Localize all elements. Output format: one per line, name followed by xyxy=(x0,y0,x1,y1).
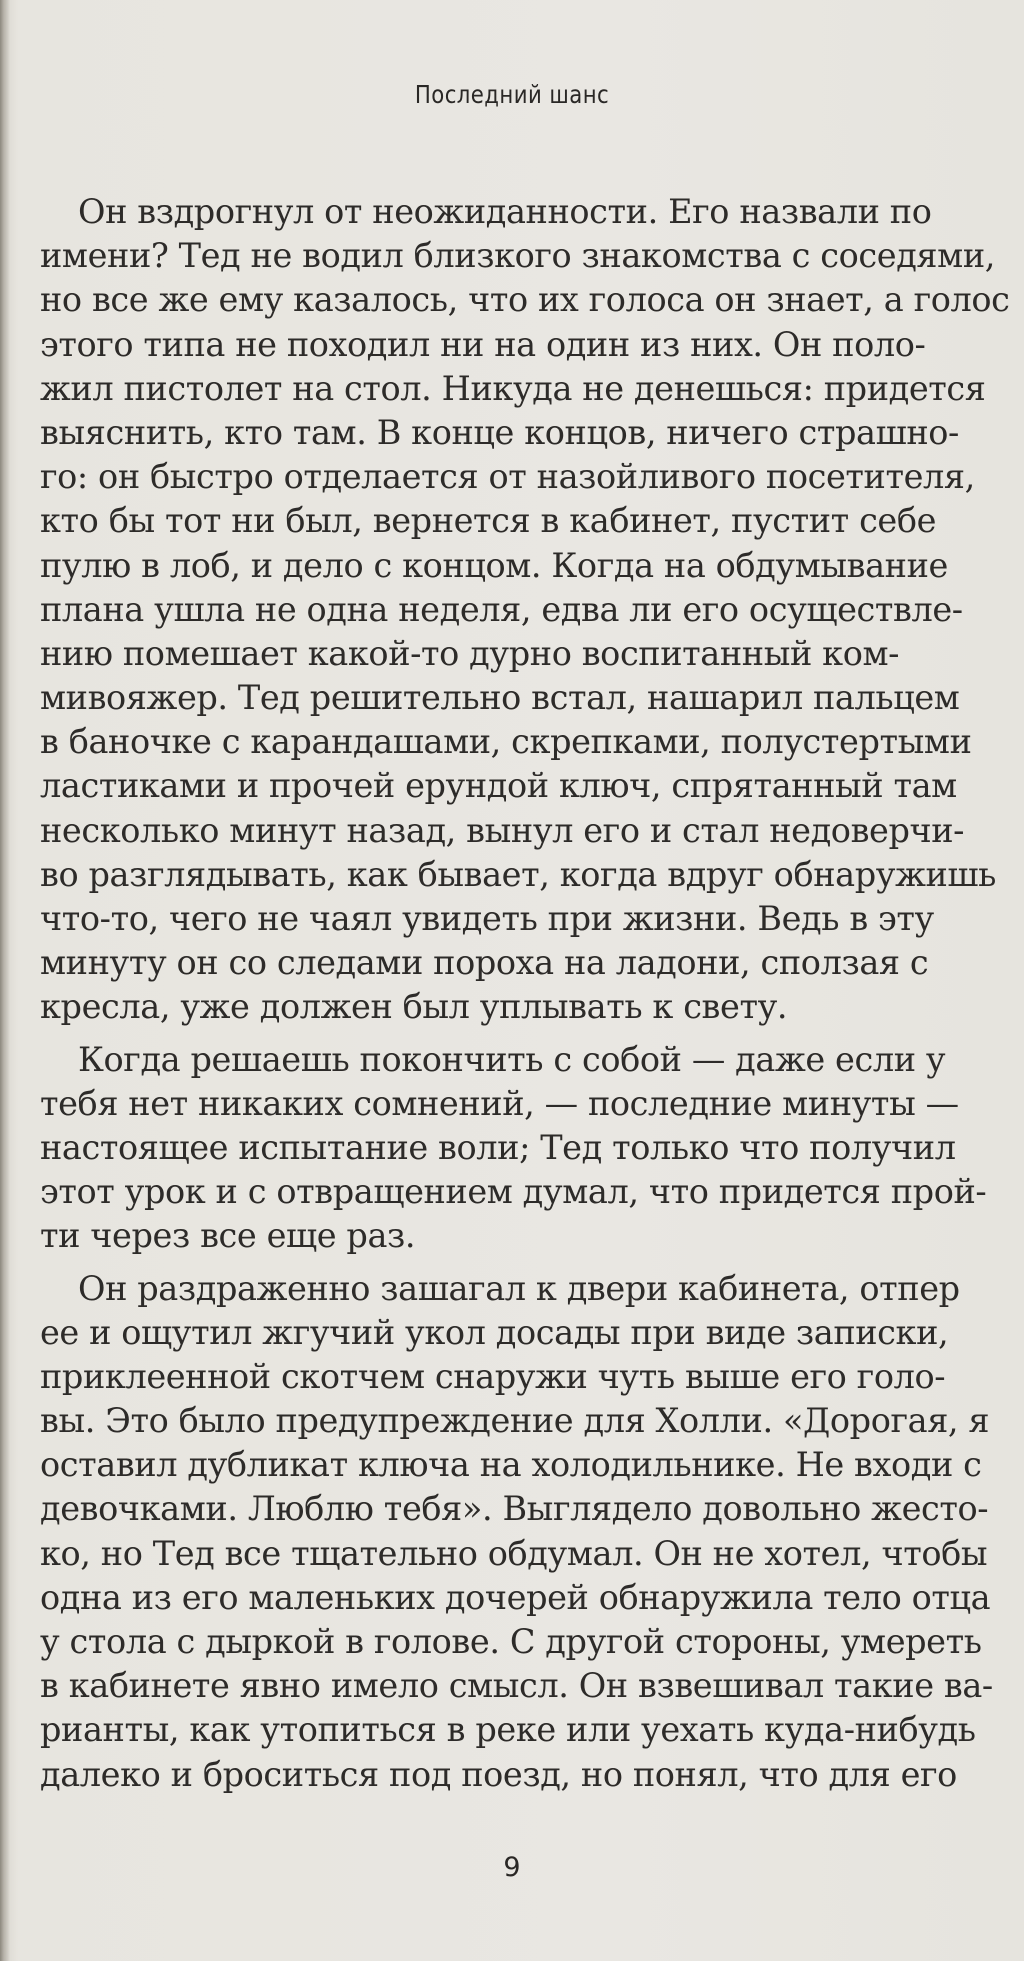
text-line: в баночке с карандашами, скрепками, полустертыми xyxy=(40,722,972,762)
text-line: одна из его маленьких дочерей обнаружила тело отца xyxy=(40,1577,991,1617)
paragraph-gap xyxy=(40,1259,890,1267)
text-line: тебя нет никаких сомнений, — последние минуты — xyxy=(40,1083,959,1123)
text-line: несколько минут назад, вынул его и стал недоверчи- xyxy=(40,810,965,850)
text-line: ко, но Тед все тщательно обдумал. Он не хотел, чтобы xyxy=(40,1533,988,1573)
text-line: ее и ощутил жгучий укол досады при виде записки, xyxy=(40,1312,949,1352)
text-line: в кабинете явно имело смысл. Он взвешивал такие ва- xyxy=(40,1666,993,1706)
text-line: настоящее испытание воли; Тед только что получил xyxy=(40,1127,956,1167)
text-line: этот урок и с отвращением думал, что придется прой- xyxy=(40,1172,987,1212)
paragraph xyxy=(40,190,1010,1030)
running-head: Последний шанс xyxy=(414,80,610,109)
text-line: го: он быстро отделается от назойливого посетителя, xyxy=(40,457,975,497)
text-line: этого типа не походил ни на один из них. Он поло- xyxy=(40,324,926,364)
text-line: пулю в лоб, и дело с концом. Когда на обдумывание xyxy=(40,545,948,585)
text-line: во разглядывать, как бывает, когда вдруг обнаружишь xyxy=(40,854,997,894)
text-line: выяснить, кто там. В конце концов, ничего страшно- xyxy=(40,412,959,452)
text-line: у стола с дыркой в голове. С другой стороны, умереть xyxy=(40,1622,982,1661)
text-line: ластиками и прочей ерундой ключ, спрятанный там xyxy=(40,766,957,806)
text-line: но все же ему казалось, что их голоса он знает, а голос xyxy=(40,280,1010,320)
text-line: Когда решаешь покончить с собой — даже если у xyxy=(78,1039,946,1079)
text-line: мивояжер. Тед решительно встал, нашарил пальцем xyxy=(40,678,960,718)
text-line: минуту он со следами пороха на ладони, сползая с xyxy=(40,943,929,983)
text-line: имени? Тед не водил близкого знакомства с соседями, xyxy=(40,236,995,276)
text-line: плана ушла не одна неделя, едва ли его осуществле- xyxy=(40,589,963,629)
text-line: кресла, уже должен был уплывать к свету. xyxy=(40,987,788,1027)
text-line: рианты, как утопиться в реке или уехать куда-нибудь xyxy=(40,1710,976,1750)
text-line: девочками. Люблю тебя». Выглядело довольно жесто- xyxy=(40,1489,989,1529)
text-line: кто бы тот ни был, вернется в кабинет, пустит себе xyxy=(40,501,937,541)
text-line: ти через все еще раз. xyxy=(40,1216,416,1256)
text-line: вы. Это было предупреждение для Холли. «Дорогая, я xyxy=(40,1401,990,1441)
text-line: нию помешает какой-то дурно воспитанный ком- xyxy=(40,633,900,673)
page-number: 9 xyxy=(503,1852,521,1883)
text-line: Он вздрогнул от неожиданности. Его назвали по xyxy=(78,192,932,231)
text-line: жил пистолет на стол. Никуда не денешься: придется xyxy=(40,368,986,408)
text-line: оставил дубликат ключа на холодильнике. Не входи с xyxy=(40,1445,982,1485)
paragraph xyxy=(40,1267,993,1797)
text-line: Он раздраженно зашагал к двери кабинета, отпер xyxy=(78,1268,960,1308)
spine-shadow xyxy=(0,0,10,1961)
text-line: что-то, чего не чаял увидеть при жизни. Ведь в эту xyxy=(40,899,934,938)
text-line: приклеенной скотчем снаружи чуть выше его голо- xyxy=(40,1356,946,1396)
text-line: далеко и броситься под поезд, но понял, что для его xyxy=(40,1754,957,1794)
paragraph-gap xyxy=(40,1030,890,1038)
paragraph xyxy=(40,1038,987,1259)
body-text xyxy=(40,190,1010,1797)
